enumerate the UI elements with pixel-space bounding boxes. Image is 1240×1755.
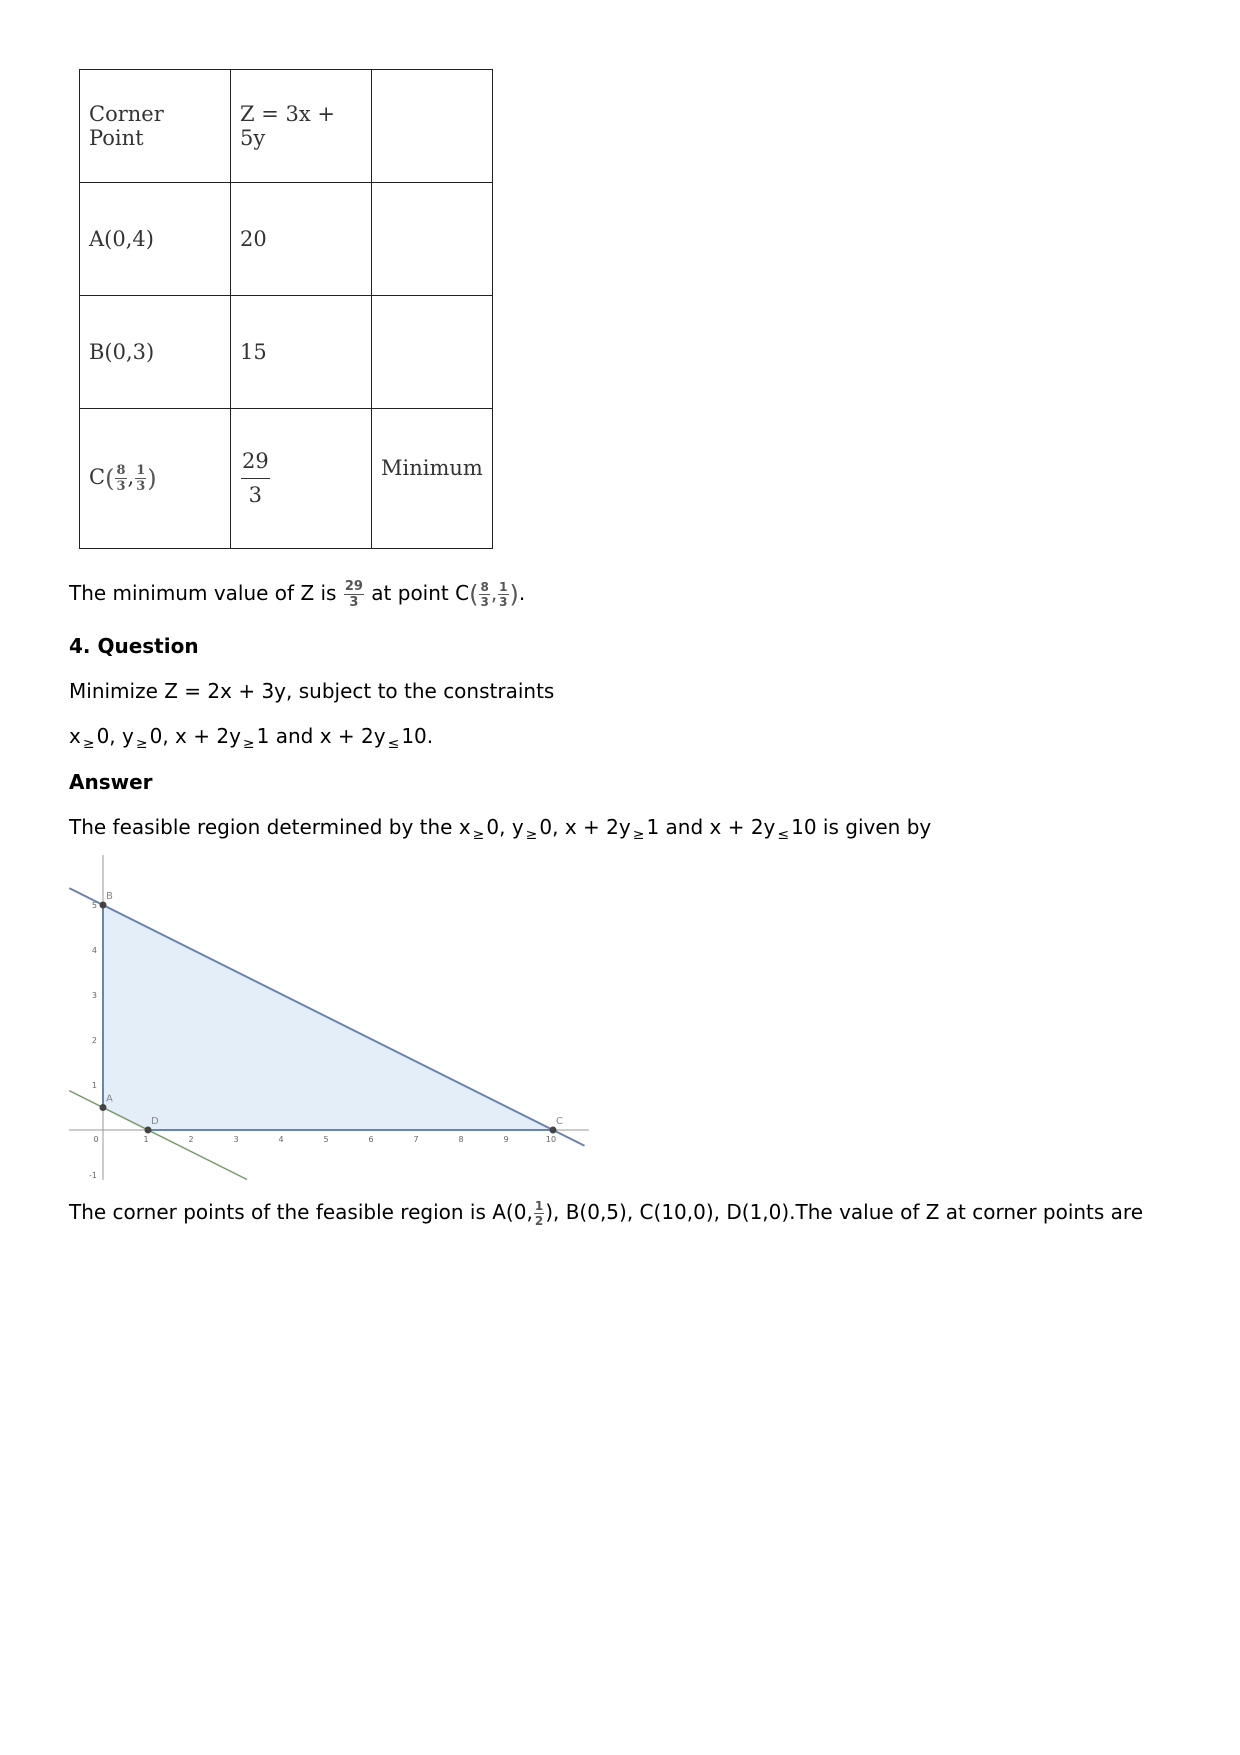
y-tick-label: 1 <box>91 1081 97 1090</box>
point-prefix: C <box>89 465 106 489</box>
numerator: 29 <box>344 579 363 594</box>
denominator: 3 <box>480 595 489 609</box>
le-symbol: ≤ <box>777 827 790 843</box>
y-tick-label: 5 <box>91 901 97 910</box>
y-tick-label: 2 <box>91 1036 97 1045</box>
text-seg: 0, y <box>96 724 134 748</box>
fraction <box>479 581 489 608</box>
x-tick-label: 2 <box>188 1135 194 1144</box>
text-seg: 1 and x + 2y <box>256 724 386 748</box>
ge-symbol: ≥ <box>632 827 645 843</box>
feasible-region-graph <box>69 855 589 1180</box>
table-header-cell: Corner Point <box>80 70 231 183</box>
denominator: 3 <box>116 479 126 494</box>
fraction <box>135 464 146 493</box>
fraction <box>534 1200 544 1227</box>
corner-point-label: A <box>106 1093 113 1105</box>
paren-close: ) <box>509 580 519 609</box>
denominator: 3 <box>248 483 263 507</box>
x-tick-label: 1 <box>143 1135 149 1144</box>
answer-heading: Answer <box>69 770 153 794</box>
corner-point-c <box>550 1127 557 1134</box>
text-seg: The feasible region determined by the x <box>69 815 471 839</box>
x-tick-label: 0 <box>93 1135 99 1144</box>
denominator: 3 <box>136 479 146 494</box>
numerator: 8 <box>480 580 489 594</box>
text-seg: x <box>69 724 81 748</box>
min-statement: The minimum value of Z is $\frac{29}{3}$ at point C( $\frac{8}{3}$ , $\frac{1}{3}$ ). <box>69 579 526 610</box>
ge-symbol: ≥ <box>472 827 485 843</box>
ge-symbol: ≥ <box>525 827 538 843</box>
corner-point-a <box>100 1104 107 1111</box>
table-header-row <box>80 70 493 183</box>
fraction <box>241 451 270 506</box>
note-cell <box>372 183 493 296</box>
question-heading: 4. Question <box>69 634 199 658</box>
text-seg: 0, y <box>486 815 524 839</box>
x-tick-label: 4 <box>278 1135 284 1144</box>
min-text-1: The minimum value of Z is <box>69 581 343 605</box>
x-tick-label: 10 <box>545 1135 557 1144</box>
y-tick-label: 3 <box>91 991 97 1000</box>
numerator: 1 <box>534 1199 544 1213</box>
corner-point-cell: A(0,4) <box>80 183 231 296</box>
y-tick-label: -1 <box>89 1171 97 1180</box>
note-cell <box>372 296 493 409</box>
corner-point-cell <box>80 409 231 549</box>
ge-symbol: ≥ <box>135 736 148 752</box>
text-seg: 1 and x + 2y <box>646 815 776 839</box>
numerator: 8 <box>116 463 126 478</box>
numerator: 1 <box>499 580 508 594</box>
table-row <box>80 296 493 409</box>
text-seg: 0, x + 2y <box>539 815 631 839</box>
x-tick-label: 6 <box>368 1135 374 1144</box>
z-value-cell: 15 <box>231 296 372 409</box>
x-tick-label: 9 <box>503 1135 509 1144</box>
paren-open: ( <box>105 464 115 493</box>
corner-point-cell: B(0,3) <box>80 296 231 409</box>
numerator: 1 <box>136 463 146 478</box>
constraints-text <box>69 724 434 752</box>
denominator: 3 <box>499 595 508 609</box>
paren-open: ( <box>469 580 479 609</box>
answer-text <box>69 815 932 843</box>
text-seg: 10. <box>401 724 434 748</box>
text-seg: The corner points of the feasible region is A(0, <box>69 1200 533 1224</box>
x-tick-label: 5 <box>323 1135 329 1144</box>
separator: , <box>127 465 135 489</box>
min-text-2: at point C <box>364 581 470 605</box>
text-seg: 10 is given by <box>791 815 932 839</box>
corner-point-d <box>145 1127 152 1134</box>
note-cell: Minimum <box>372 409 493 549</box>
table-header-cell: Z = 3x + 5y <box>231 70 372 183</box>
ge-symbol: ≥ <box>82 736 95 752</box>
table-row <box>80 409 493 549</box>
min-text-end: . <box>518 581 526 605</box>
ge-symbol: ≥ <box>242 736 255 752</box>
numerator: 29 <box>242 449 269 473</box>
corner-points-text <box>69 1200 1143 1227</box>
table-header-cell <box>372 70 493 183</box>
x-tick-label: 7 <box>413 1135 419 1144</box>
le-symbol: ≤ <box>387 736 400 752</box>
text-seg: 0, x + 2y <box>149 724 241 748</box>
fraction <box>498 581 508 608</box>
corner-point-label: B <box>106 891 113 902</box>
text-seg: ), B(0,5), C(10,0), D(1,0).The value of Z at corner points are <box>545 1200 1144 1224</box>
x-tick-label: 3 <box>233 1135 239 1144</box>
z-value-cell <box>231 409 372 549</box>
x-tick-label: 8 <box>458 1135 464 1144</box>
fraction <box>344 580 364 609</box>
corner-point-table <box>79 69 493 549</box>
paren-close: ) <box>147 464 157 493</box>
denominator: 2 <box>534 1214 544 1228</box>
y-tick-label: 4 <box>91 946 97 955</box>
corner-point-label: C <box>556 1116 563 1127</box>
table-row <box>80 183 493 296</box>
question-text: Minimize Z = 2x + 3y, subject to the constraints <box>69 679 555 703</box>
z-value-cell: 20 <box>231 183 372 296</box>
fraction <box>115 464 126 493</box>
denominator: 3 <box>349 595 359 610</box>
corner-point-label: D <box>151 1116 159 1127</box>
corner-point-b <box>100 902 107 909</box>
